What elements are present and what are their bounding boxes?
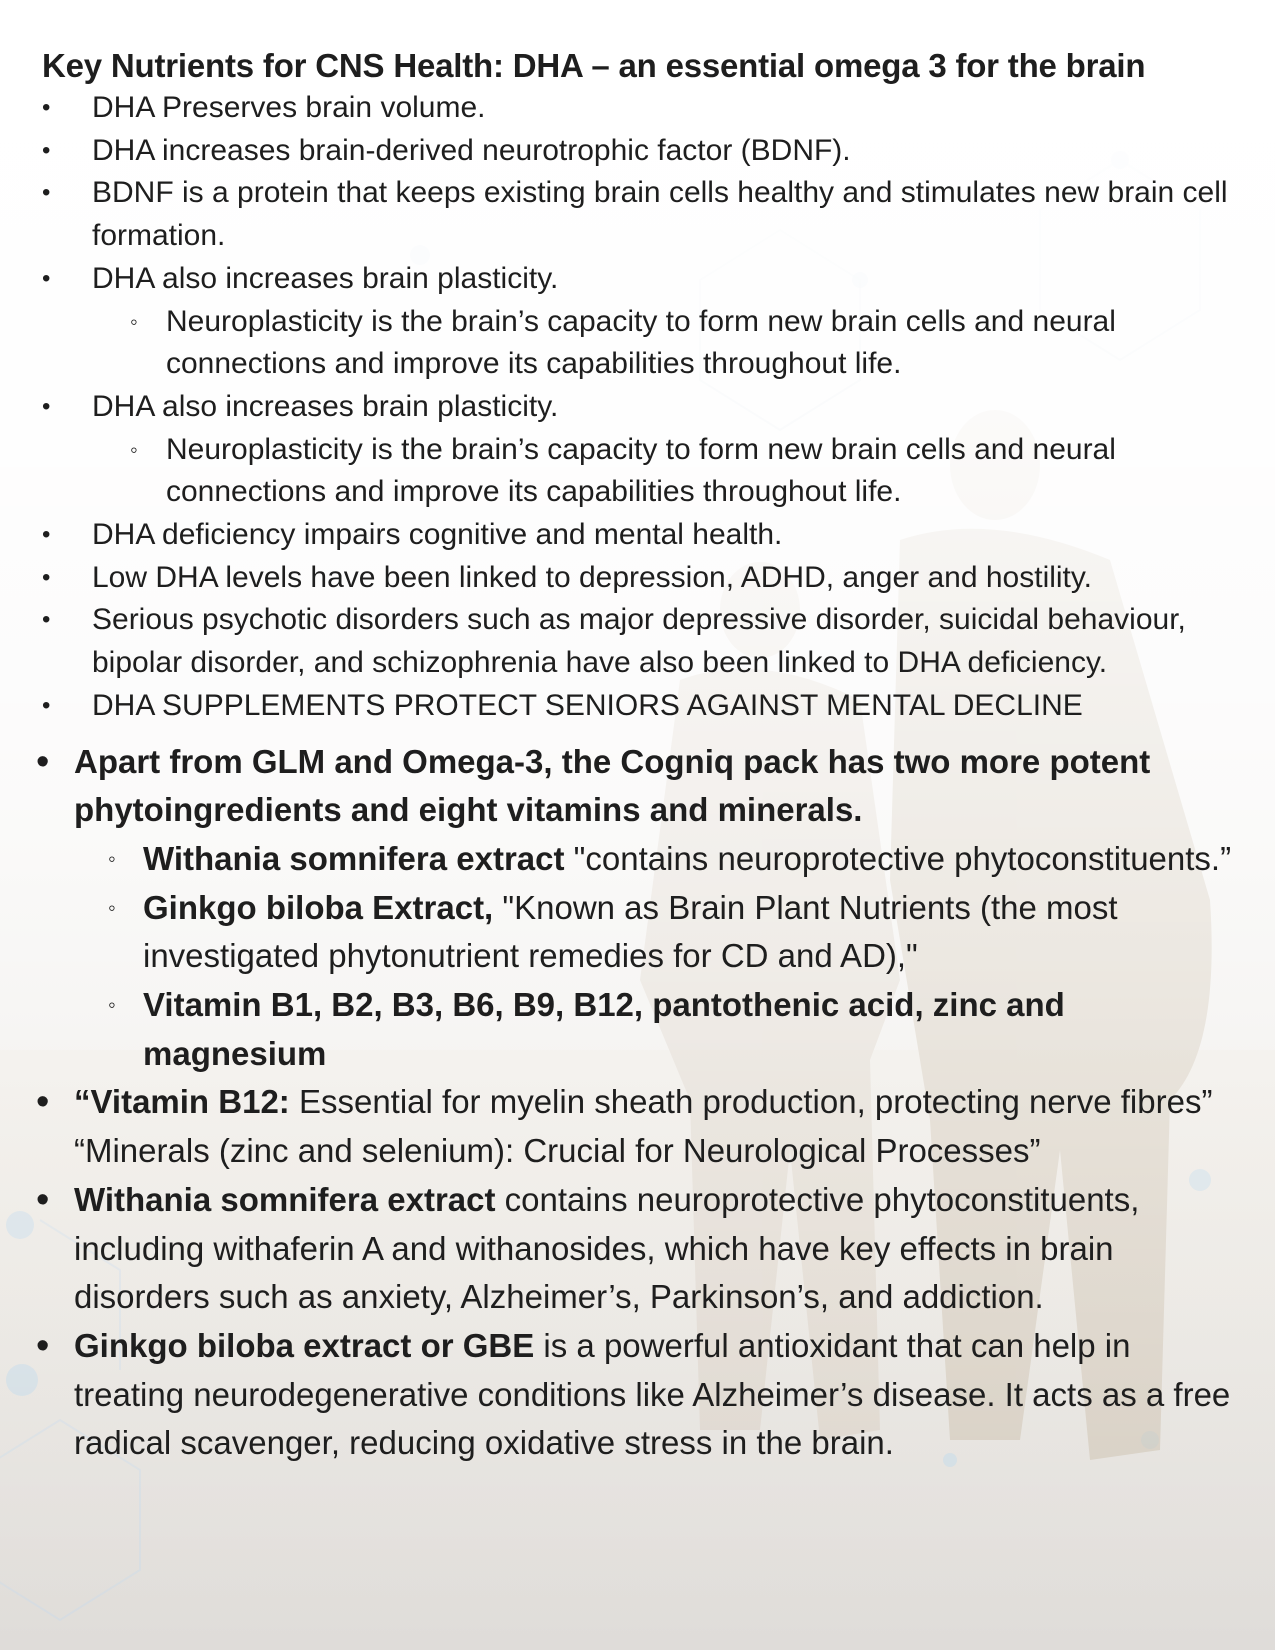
bullet-dot: • <box>36 740 50 783</box>
bullet-dot: • <box>42 264 51 292</box>
sub-list-item: ◦ Ginkgo biloba Extract, "Known as Brain Plant Nutrients (the most investigated phytonutrient remedies for CD and AD)," <box>74 884 1242 981</box>
list-item: • DHA SUPPLEMENTS PROTECT SENIORS AGAINST MENTAL DECLINE <box>42 685 1242 728</box>
bullet-dot: • <box>42 136 51 164</box>
bullet-dot: • <box>36 1178 50 1221</box>
bullet-dot: • <box>42 521 51 549</box>
dha-bullet-list <box>42 87 1242 728</box>
sub-list-item: ◦ Neuroplasticity is the brain’s capacity to form new brain cells and neural connections and improve its capabilities throughout life. <box>92 429 1242 514</box>
list-item: • Withania somnifera extract contains neuroprotective phytoconstituents, including withaferin A and withanosides, which have key effects in brain disorders such as anxiety, Alzheimer’s, Parkinson’s, and addiction. <box>42 1176 1242 1322</box>
bullet-circle: ◦ <box>130 436 138 462</box>
sub-list-item: ◦ Vitamin B1, B2, B3, B6, B9, B12, pantothenic acid, zinc and magnesium <box>74 981 1242 1078</box>
bullet-circle: ◦ <box>108 845 116 871</box>
list-item: • DHA also increases brain plasticity. ◦ Neuroplasticity is the brain’s capacity to form new brain cells and neural connections and improve its capabilities throughout life. <box>42 258 1242 386</box>
bullet-circle: ◦ <box>130 308 138 334</box>
sub-list-item: ◦ Neuroplasticity is the brain’s capacity to form new brain cells and neural connections and improve its capabilities throughout life. <box>92 301 1242 386</box>
bullet-dot: • <box>42 392 51 420</box>
list-item: • DHA deficiency impairs cognitive and mental health. <box>42 514 1242 557</box>
cogniq-bullet-list <box>36 738 1242 1469</box>
bullet-circle: ◦ <box>108 992 116 1018</box>
bullet-dot: • <box>42 179 51 207</box>
list-item: • Low DHA levels have been linked to depression, ADHD, anger and hostility. <box>42 557 1242 600</box>
bullet-dot: • <box>42 94 51 121</box>
list-item: • DHA increases brain-derived neurotrophic factor (BDNF). <box>42 130 1242 173</box>
list-item: • BDNF is a protein that keeps existing brain cells healthy and stimulates new brain cell formation. <box>42 172 1242 257</box>
bullet-dot: • <box>42 691 51 719</box>
bullet-circle: ◦ <box>108 894 116 920</box>
sub-list-item: ◦ Withania somnifera extract "contains neuroprotective phytoconstituents.” <box>74 835 1242 884</box>
bullet-dot: • <box>36 1324 50 1367</box>
list-item: • DHA Preserves brain volume. <box>42 87 1242 130</box>
sub-list <box>92 301 1242 386</box>
sub-list <box>92 429 1242 514</box>
list-item <box>36 738 1242 1079</box>
document-body <box>36 44 1242 1468</box>
page-title: Key Nutrients for CNS Health: DHA – an essential omega 3 for the brain <box>42 47 1146 84</box>
list-item: • DHA also increases brain plasticity. ◦ Neuroplasticity is the brain’s capacity to form new brain cells and neural connections and improve its capabilities throughout life. <box>42 386 1242 514</box>
bullet-dot: • <box>42 563 51 591</box>
list-item: • “Vitamin B12: Essential for myelin sheath production, protecting nerve fibres” “Minerals (zinc and selenium): Crucial for Neurological Processes” <box>42 1078 1242 1175</box>
sub-list <box>74 835 1242 1079</box>
bullet-dot: • <box>36 1081 50 1124</box>
list-item: • Ginkgo biloba extract or GBE is a powerful antioxidant that can help in treating neurodegenerative conditions like Alzheimer’s disease. It acts as a free radical scavenger, reducing oxidative stress in the brain. <box>42 1322 1242 1468</box>
cogniq-intro: Apart from GLM and Omega-3, the Cogniq pack has two more potent phytoingredients and eight vitamins and minerals. <box>74 742 1151 829</box>
list-item: • Serious psychotic disorders such as major depressive disorder, suicidal behaviour, bipolar disorder, and schizophrenia have also been linked to DHA deficiency. <box>42 599 1242 684</box>
bullet-dot: • <box>42 606 51 634</box>
